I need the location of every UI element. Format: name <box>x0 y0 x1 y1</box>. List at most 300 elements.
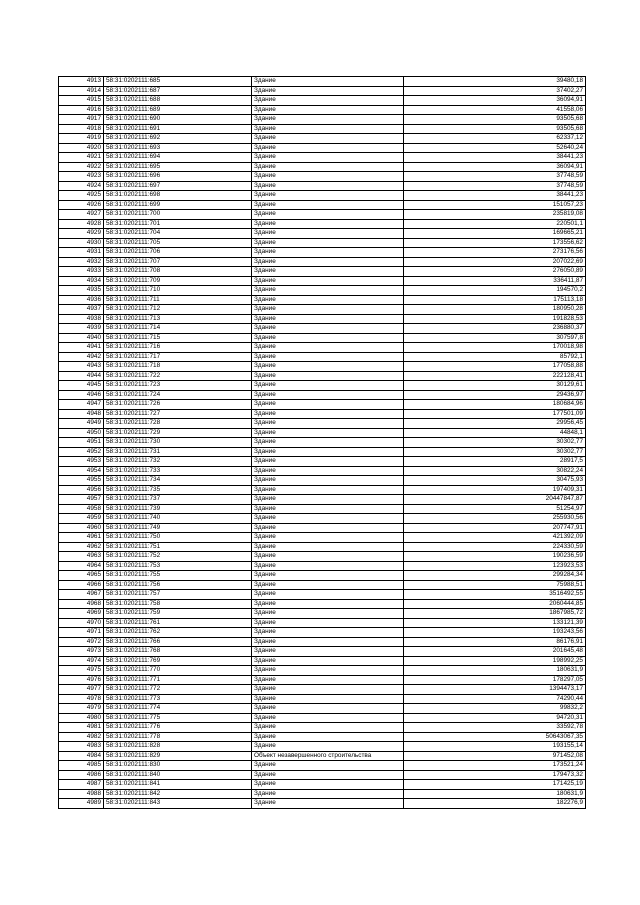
cadastral-number-cell: 58:31:0202111:762 <box>104 628 252 638</box>
cadastral-number-cell: 58:31:0202111:700 <box>104 210 252 220</box>
object-type-cell: Здание <box>252 428 404 438</box>
row-number-cell: 4949 <box>59 419 104 429</box>
object-type-cell: Здание <box>252 314 404 324</box>
table-row <box>59 685 586 695</box>
cadastral-number-cell: 58:31:0202111:829 <box>104 751 252 761</box>
object-type-cell: Здание <box>252 324 404 334</box>
cadastral-number-cell: 58:31:0202111:727 <box>104 409 252 419</box>
row-number-cell: 4951 <box>59 438 104 448</box>
cadastral-number-cell: 58:31:0202111:830 <box>104 761 252 771</box>
cadastral-value-cell: 197409,31 <box>404 485 586 495</box>
table-row <box>59 86 586 96</box>
table-row <box>59 210 586 220</box>
object-type-cell: Здание <box>252 191 404 201</box>
table-row <box>59 618 586 628</box>
object-type-cell: Здание <box>252 723 404 733</box>
cadastral-value-cell: 180631,9 <box>404 789 586 799</box>
cadastral-value-cell: 336411,87 <box>404 276 586 286</box>
table-row <box>59 780 586 790</box>
table-row <box>59 409 586 419</box>
cadastral-value-cell: 93505,68 <box>404 124 586 134</box>
cadastral-number-cell: 58:31:0202111:724 <box>104 390 252 400</box>
cadastral-number-cell: 58:31:0202111:728 <box>104 419 252 429</box>
row-number-cell: 4923 <box>59 172 104 182</box>
table-row <box>59 704 586 714</box>
object-type-cell: Здание <box>252 609 404 619</box>
cadastral-value-cell: 207747,91 <box>404 523 586 533</box>
cadastral-value-cell: 123923,53 <box>404 561 586 571</box>
cadastral-number-cell: 58:31:0202111:759 <box>104 609 252 619</box>
cadastral-number-cell: 58:31:0202111:828 <box>104 742 252 752</box>
cadastral-value-cell: 193243,56 <box>404 628 586 638</box>
cadastral-value-cell: 194570,2 <box>404 286 586 296</box>
cadastral-number-cell: 58:31:0202111:723 <box>104 381 252 391</box>
object-type-cell: Здание <box>252 637 404 647</box>
object-type-cell: Здание <box>252 780 404 790</box>
object-type-cell: Здание <box>252 219 404 229</box>
cadastral-number-cell: 58:31:0202111:729 <box>104 428 252 438</box>
row-number-cell: 4959 <box>59 514 104 524</box>
cadastral-value-table <box>58 76 586 809</box>
object-type-cell: Здание <box>252 656 404 666</box>
row-number-cell: 4969 <box>59 609 104 619</box>
row-number-cell: 4953 <box>59 457 104 467</box>
table-row <box>59 504 586 514</box>
row-number-cell: 4967 <box>59 590 104 600</box>
cadastral-value-cell: 177501,09 <box>404 409 586 419</box>
cadastral-value-cell: 177058,88 <box>404 362 586 372</box>
cadastral-number-cell: 58:31:0202111:696 <box>104 172 252 182</box>
table-row <box>59 96 586 106</box>
row-number-cell: 4928 <box>59 219 104 229</box>
object-type-cell: Здание <box>252 685 404 695</box>
cadastral-value-cell: 37748,59 <box>404 172 586 182</box>
cadastral-number-cell: 58:31:0202111:732 <box>104 457 252 467</box>
object-type-cell: Здание <box>252 105 404 115</box>
cadastral-value-cell: 175113,18 <box>404 295 586 305</box>
table-row <box>59 628 586 638</box>
object-type-cell: Объект незавершенного строительства <box>252 751 404 761</box>
row-number-cell: 4962 <box>59 542 104 552</box>
object-type-cell: Здание <box>252 704 404 714</box>
row-number-cell: 4932 <box>59 257 104 267</box>
cadastral-number-cell: 58:31:0202111:714 <box>104 324 252 334</box>
row-number-cell: 4955 <box>59 476 104 486</box>
cadastral-value-cell: 99832,2 <box>404 704 586 714</box>
cadastral-value-cell: 255930,56 <box>404 514 586 524</box>
table-row <box>59 523 586 533</box>
table-row <box>59 713 586 723</box>
table-row <box>59 552 586 562</box>
row-number-cell: 4929 <box>59 229 104 239</box>
cadastral-number-cell: 58:31:0202111:717 <box>104 352 252 362</box>
row-number-cell: 4977 <box>59 685 104 695</box>
cadastral-value-cell: 307597,8 <box>404 333 586 343</box>
cadastral-number-cell: 58:31:0202111:752 <box>104 552 252 562</box>
row-number-cell: 4961 <box>59 533 104 543</box>
object-type-cell: Здание <box>252 96 404 106</box>
cadastral-value-cell: 20447847,87 <box>404 495 586 505</box>
cadastral-value-cell: 30302,77 <box>404 447 586 457</box>
cadastral-value-cell: 273176,56 <box>404 248 586 258</box>
object-type-cell: Здание <box>252 694 404 704</box>
cadastral-number-cell: 58:31:0202111:775 <box>104 713 252 723</box>
table-row <box>59 476 586 486</box>
object-type-cell: Здание <box>252 276 404 286</box>
row-number-cell: 4925 <box>59 191 104 201</box>
object-type-cell: Здание <box>252 343 404 353</box>
table-row <box>59 162 586 172</box>
cadastral-number-cell: 58:31:0202111:751 <box>104 542 252 552</box>
table-row <box>59 761 586 771</box>
cadastral-number-cell: 58:31:0202111:753 <box>104 561 252 571</box>
object-type-cell: Здание <box>252 599 404 609</box>
cadastral-value-cell: 93505,68 <box>404 115 586 125</box>
cadastral-value-cell: 170018,98 <box>404 343 586 353</box>
row-number-cell: 4979 <box>59 704 104 714</box>
cadastral-number-cell: 58:31:0202111:776 <box>104 723 252 733</box>
cadastral-value-cell: 276050,89 <box>404 267 586 277</box>
row-number-cell: 4937 <box>59 305 104 315</box>
table-row <box>59 770 586 780</box>
cadastral-value-cell: 178297,05 <box>404 675 586 685</box>
table-row <box>59 533 586 543</box>
cadastral-number-cell: 58:31:0202111:733 <box>104 466 252 476</box>
row-number-cell: 4989 <box>59 799 104 809</box>
table-row <box>59 200 586 210</box>
cadastral-number-cell: 58:31:0202111:842 <box>104 789 252 799</box>
cadastral-number-cell: 58:31:0202111:840 <box>104 770 252 780</box>
row-number-cell: 4922 <box>59 162 104 172</box>
row-number-cell: 4945 <box>59 381 104 391</box>
cadastral-value-cell: 37402,27 <box>404 86 586 96</box>
cadastral-value-cell: 299284,34 <box>404 571 586 581</box>
row-number-cell: 4946 <box>59 390 104 400</box>
row-number-cell: 4930 <box>59 238 104 248</box>
row-number-cell: 4921 <box>59 153 104 163</box>
object-type-cell: Здание <box>252 628 404 638</box>
cadastral-number-cell: 58:31:0202111:716 <box>104 343 252 353</box>
cadastral-number-cell: 58:31:0202111:718 <box>104 362 252 372</box>
cadastral-value-cell: 182276,9 <box>404 799 586 809</box>
row-number-cell: 4936 <box>59 295 104 305</box>
cadastral-number-cell: 58:31:0202111:692 <box>104 134 252 144</box>
cadastral-number-cell: 58:31:0202111:695 <box>104 162 252 172</box>
row-number-cell: 4973 <box>59 647 104 657</box>
cadastral-value-cell: 38441,23 <box>404 153 586 163</box>
cadastral-number-cell: 58:31:0202111:774 <box>104 704 252 714</box>
object-type-cell: Здание <box>252 476 404 486</box>
cadastral-number-cell: 58:31:0202111:693 <box>104 143 252 153</box>
table-row <box>59 105 586 115</box>
cadastral-value-cell: 190236,59 <box>404 552 586 562</box>
table-row <box>59 789 586 799</box>
table-row <box>59 723 586 733</box>
cadastral-number-cell: 58:31:0202111:710 <box>104 286 252 296</box>
cadastral-value-cell: 224330,59 <box>404 542 586 552</box>
table-row <box>59 172 586 182</box>
cadastral-number-cell: 58:31:0202111:706 <box>104 248 252 258</box>
cadastral-value-cell: 198992,25 <box>404 656 586 666</box>
object-type-cell: Здание <box>252 333 404 343</box>
table-row <box>59 799 586 809</box>
table-row <box>59 343 586 353</box>
row-number-cell: 4950 <box>59 428 104 438</box>
table-row <box>59 390 586 400</box>
row-number-cell: 4927 <box>59 210 104 220</box>
cadastral-number-cell: 58:31:0202111:704 <box>104 229 252 239</box>
table-row <box>59 466 586 476</box>
object-type-cell: Здание <box>252 447 404 457</box>
cadastral-value-cell: 1867985,72 <box>404 609 586 619</box>
row-number-cell: 4933 <box>59 267 104 277</box>
cadastral-number-cell: 58:31:0202111:739 <box>104 504 252 514</box>
cadastral-number-cell: 58:31:0202111:687 <box>104 86 252 96</box>
object-type-cell: Здание <box>252 580 404 590</box>
table-row <box>59 115 586 125</box>
object-type-cell: Здание <box>252 134 404 144</box>
table-row <box>59 77 586 87</box>
cadastral-number-cell: 58:31:0202111:712 <box>104 305 252 315</box>
cadastral-value-cell: 30302,77 <box>404 438 586 448</box>
row-number-cell: 4940 <box>59 333 104 343</box>
table-row <box>59 751 586 761</box>
row-number-cell: 4938 <box>59 314 104 324</box>
cadastral-number-cell: 58:31:0202111:697 <box>104 181 252 191</box>
table-row <box>59 400 586 410</box>
row-number-cell: 4975 <box>59 666 104 676</box>
row-number-cell: 4988 <box>59 789 104 799</box>
cadastral-value-cell: 36094,91 <box>404 96 586 106</box>
cadastral-value-cell: 220501,1 <box>404 219 586 229</box>
cadastral-value-cell: 30129,61 <box>404 381 586 391</box>
object-type-cell: Здание <box>252 761 404 771</box>
row-number-cell: 4939 <box>59 324 104 334</box>
row-number-cell: 4924 <box>59 181 104 191</box>
table-row <box>59 238 586 248</box>
table-row <box>59 134 586 144</box>
cadastral-value-cell: 2060444,85 <box>404 599 586 609</box>
cadastral-number-cell: 58:31:0202111:701 <box>104 219 252 229</box>
row-number-cell: 4958 <box>59 504 104 514</box>
table-row <box>59 267 586 277</box>
row-number-cell: 4920 <box>59 143 104 153</box>
object-type-cell: Здание <box>252 504 404 514</box>
object-type-cell: Здание <box>252 514 404 524</box>
row-number-cell: 4978 <box>59 694 104 704</box>
table-row <box>59 742 586 752</box>
object-type-cell: Здание <box>252 713 404 723</box>
cadastral-number-cell: 58:31:0202111:761 <box>104 618 252 628</box>
cadastral-value-cell: 86176,91 <box>404 637 586 647</box>
table-row <box>59 732 586 742</box>
object-type-cell: Здание <box>252 542 404 552</box>
row-number-cell: 4982 <box>59 732 104 742</box>
object-type-cell: Здание <box>252 248 404 258</box>
object-type-cell: Здание <box>252 124 404 134</box>
object-type-cell: Здание <box>252 590 404 600</box>
cadastral-value-cell: 62337,12 <box>404 134 586 144</box>
object-type-cell: Здание <box>252 238 404 248</box>
row-number-cell: 4954 <box>59 466 104 476</box>
cadastral-value-cell: 222128,41 <box>404 371 586 381</box>
cadastral-number-cell: 58:31:0202111:688 <box>104 96 252 106</box>
cadastral-number-cell: 58:31:0202111:757 <box>104 590 252 600</box>
object-type-cell: Здание <box>252 390 404 400</box>
table-row <box>59 143 586 153</box>
cadastral-value-cell: 171425,19 <box>404 780 586 790</box>
object-type-cell: Здание <box>252 732 404 742</box>
cadastral-value-cell: 38441,23 <box>404 191 586 201</box>
cadastral-value-cell: 28917,5 <box>404 457 586 467</box>
object-type-cell: Здание <box>252 799 404 809</box>
object-type-cell: Здание <box>252 533 404 543</box>
cadastral-value-cell: 29436,97 <box>404 390 586 400</box>
row-number-cell: 4960 <box>59 523 104 533</box>
row-number-cell: 4916 <box>59 105 104 115</box>
row-number-cell: 4966 <box>59 580 104 590</box>
table-row <box>59 352 586 362</box>
cadastral-value-cell: 179473,32 <box>404 770 586 780</box>
cadastral-value-cell: 74290,44 <box>404 694 586 704</box>
table-row <box>59 381 586 391</box>
row-number-cell: 4934 <box>59 276 104 286</box>
object-type-cell: Здание <box>252 143 404 153</box>
row-number-cell: 4974 <box>59 656 104 666</box>
cadastral-number-cell: 58:31:0202111:707 <box>104 257 252 267</box>
table-row <box>59 324 586 334</box>
cadastral-number-cell: 58:31:0202111:734 <box>104 476 252 486</box>
object-type-cell: Здание <box>252 666 404 676</box>
cadastral-number-cell: 58:31:0202111:715 <box>104 333 252 343</box>
object-type-cell: Здание <box>252 229 404 239</box>
table-row <box>59 675 586 685</box>
cadastral-number-cell: 58:31:0202111:769 <box>104 656 252 666</box>
object-type-cell: Здание <box>252 172 404 182</box>
cadastral-number-cell: 58:31:0202111:690 <box>104 115 252 125</box>
table-row <box>59 438 586 448</box>
cadastral-value-cell: 180631,9 <box>404 666 586 676</box>
cadastral-number-cell: 58:31:0202111:766 <box>104 637 252 647</box>
cadastral-value-cell: 151057,23 <box>404 200 586 210</box>
row-number-cell: 4917 <box>59 115 104 125</box>
object-type-cell: Здание <box>252 352 404 362</box>
object-type-cell: Здание <box>252 181 404 191</box>
cadastral-number-cell: 58:31:0202111:768 <box>104 647 252 657</box>
cadastral-value-cell: 3516492,55 <box>404 590 586 600</box>
row-number-cell: 4918 <box>59 124 104 134</box>
cadastral-value-cell: 39480,18 <box>404 77 586 87</box>
cadastral-number-cell: 58:31:0202111:705 <box>104 238 252 248</box>
cadastral-value-cell: 207022,69 <box>404 257 586 267</box>
object-type-cell: Здание <box>252 77 404 87</box>
table-row <box>59 305 586 315</box>
cadastral-number-cell: 58:31:0202111:689 <box>104 105 252 115</box>
table-row <box>59 333 586 343</box>
table-row <box>59 447 586 457</box>
cadastral-value-cell: 33592,78 <box>404 723 586 733</box>
object-type-cell: Здание <box>252 295 404 305</box>
table-row <box>59 609 586 619</box>
cadastral-value-cell: 180950,28 <box>404 305 586 315</box>
row-number-cell: 4986 <box>59 770 104 780</box>
object-type-cell: Здание <box>252 571 404 581</box>
cadastral-value-cell: 173521,24 <box>404 761 586 771</box>
cadastral-value-cell: 36094,91 <box>404 162 586 172</box>
object-type-cell: Здание <box>252 742 404 752</box>
object-type-cell: Здание <box>252 789 404 799</box>
object-type-cell: Здание <box>252 485 404 495</box>
cadastral-value-cell: 85792,1 <box>404 352 586 362</box>
row-number-cell: 4984 <box>59 751 104 761</box>
cadastral-value-cell: 75988,51 <box>404 580 586 590</box>
cadastral-value-cell: 94720,31 <box>404 713 586 723</box>
object-type-cell: Здание <box>252 267 404 277</box>
object-type-cell: Здание <box>252 409 404 419</box>
cadastral-value-cell: 421392,09 <box>404 533 586 543</box>
cadastral-value-cell: 30475,93 <box>404 476 586 486</box>
cadastral-number-cell: 58:31:0202111:843 <box>104 799 252 809</box>
table-row <box>59 153 586 163</box>
cadastral-value-cell: 235819,08 <box>404 210 586 220</box>
row-number-cell: 4970 <box>59 618 104 628</box>
table-row <box>59 457 586 467</box>
cadastral-number-cell: 58:31:0202111:773 <box>104 694 252 704</box>
cadastral-value-cell: 52640,24 <box>404 143 586 153</box>
cadastral-value-cell: 30822,24 <box>404 466 586 476</box>
row-number-cell: 4976 <box>59 675 104 685</box>
object-type-cell: Здание <box>252 523 404 533</box>
cadastral-value-cell: 37748,59 <box>404 181 586 191</box>
object-type-cell: Здание <box>252 552 404 562</box>
object-type-cell: Здание <box>252 770 404 780</box>
cadastral-value-cell: 169665,21 <box>404 229 586 239</box>
cadastral-number-cell: 58:31:0202111:726 <box>104 400 252 410</box>
cadastral-value-cell: 191828,53 <box>404 314 586 324</box>
cadastral-number-cell: 58:31:0202111:770 <box>104 666 252 676</box>
cadastral-number-cell: 58:31:0202111:694 <box>104 153 252 163</box>
row-number-cell: 4968 <box>59 599 104 609</box>
row-number-cell: 4963 <box>59 552 104 562</box>
object-type-cell: Здание <box>252 457 404 467</box>
cadastral-number-cell: 58:31:0202111:730 <box>104 438 252 448</box>
object-type-cell: Здание <box>252 381 404 391</box>
cadastral-value-cell: 41558,06 <box>404 105 586 115</box>
row-number-cell: 4965 <box>59 571 104 581</box>
table-row <box>59 248 586 258</box>
cadastral-number-cell: 58:31:0202111:841 <box>104 780 252 790</box>
object-type-cell: Здание <box>252 115 404 125</box>
row-number-cell: 4956 <box>59 485 104 495</box>
table-row <box>59 229 586 239</box>
object-type-cell: Здание <box>252 561 404 571</box>
cadastral-number-cell: 58:31:0202111:772 <box>104 685 252 695</box>
row-number-cell: 4957 <box>59 495 104 505</box>
cadastral-number-cell: 58:31:0202111:735 <box>104 485 252 495</box>
cadastral-number-cell: 58:31:0202111:750 <box>104 533 252 543</box>
table-row <box>59 599 586 609</box>
table-row <box>59 571 586 581</box>
cadastral-value-cell: 1394473,17 <box>404 685 586 695</box>
table-row <box>59 286 586 296</box>
row-number-cell: 4931 <box>59 248 104 258</box>
cadastral-number-cell: 58:31:0202111:722 <box>104 371 252 381</box>
object-type-cell: Здание <box>252 162 404 172</box>
row-number-cell: 4914 <box>59 86 104 96</box>
cadastral-number-cell: 58:31:0202111:778 <box>104 732 252 742</box>
object-type-cell: Здание <box>252 419 404 429</box>
row-number-cell: 4971 <box>59 628 104 638</box>
